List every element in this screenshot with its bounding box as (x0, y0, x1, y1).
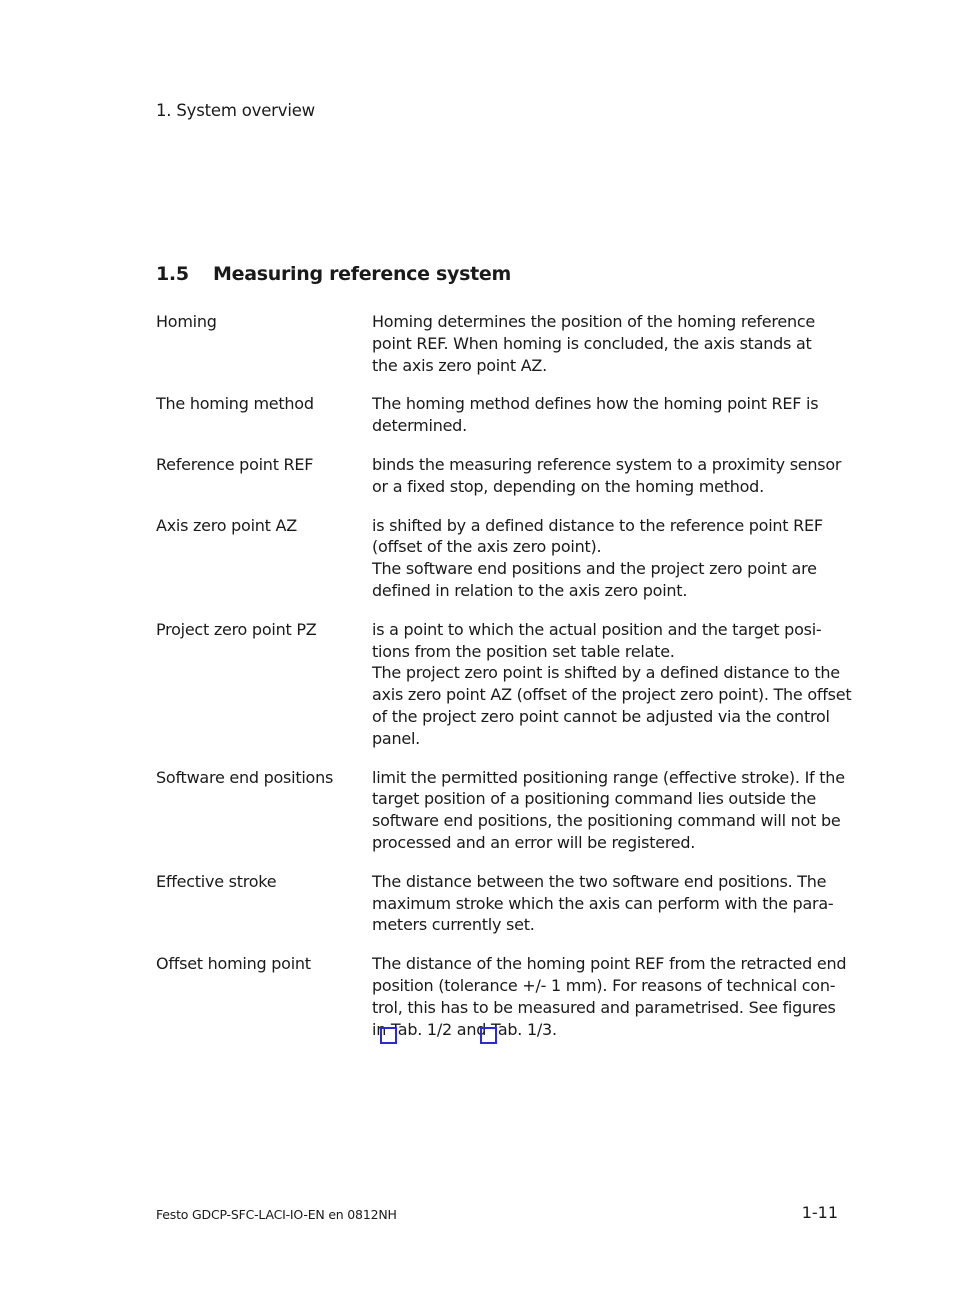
definition-description (372, 871, 842, 936)
definition-list (156, 311, 852, 1057)
section-heading: Measuring reference system (213, 263, 512, 285)
definition-term: Axis zero point AZ (156, 515, 297, 535)
link-marker-tab-1-2[interactable] (380, 1027, 397, 1044)
chapter-header: 1. System overview (156, 101, 315, 120)
definition-description (372, 953, 847, 1040)
description-line: defined in relation to the axis zero point. (372, 580, 688, 600)
description-line: the axis zero point AZ. (372, 355, 547, 375)
description-line: determined. (372, 416, 467, 436)
description-line: panel. (372, 728, 420, 748)
description-line: Homing determines the position of the homing reference (372, 312, 815, 331)
description-line: is shifted by a defined distance to the reference point REF (372, 515, 823, 535)
definition-description (372, 393, 842, 437)
page-number: 1-11 (801, 1203, 838, 1222)
definition-entry (156, 767, 846, 854)
definition-term: Software end positions (156, 767, 334, 787)
description-line: maximum stroke which the axis can perform with the para- (372, 893, 834, 913)
description-line: trol, this has to be measured and parametrised. See figures (372, 997, 836, 1017)
definition-term: Effective stroke (156, 871, 277, 891)
definition-entry (156, 311, 846, 376)
definition-entry (156, 393, 846, 437)
description-line: tions from the position set table relate. (372, 641, 675, 661)
definition-term: The homing method (156, 394, 314, 414)
description-line: position (tolerance +/- 1 mm). For reasons of technical con- (372, 975, 836, 995)
definition-term: Offset homing point (156, 954, 311, 974)
description-line: The software end positions and the project zero point are (372, 559, 817, 579)
definition-description (372, 454, 842, 498)
definition-entry (156, 515, 846, 602)
definition-term: Homing (156, 312, 217, 331)
section-title (156, 263, 511, 285)
definition-description (372, 515, 842, 602)
definition-description (372, 767, 845, 854)
description-line: limit the permitted positioning range (effective stroke). If the (372, 767, 845, 787)
description-line: software end positions, the positioning command will not be (372, 811, 841, 831)
description-line: processed and an error will be registered. (372, 832, 696, 852)
description-line: The distance of the homing point REF from the retracted end (372, 954, 847, 974)
definition-entry (156, 953, 846, 1040)
description-line: meters currently set. (372, 915, 535, 935)
description-line: axis zero point AZ (offset of the project zero point). The offset (372, 685, 852, 705)
description-line: is a point to which the actual position and the target posi- (372, 619, 822, 639)
definition-entry (156, 871, 846, 936)
definition-entry (156, 454, 846, 498)
description-line: or a fixed stop, depending on the homing method. (372, 476, 764, 496)
description-line: target position of a positioning command lies outside the (372, 789, 816, 809)
description-line: binds the measuring reference system to a proximity sensor (372, 454, 842, 474)
description-line: The project zero point is shifted by a defined distance to the (372, 663, 840, 683)
description-line: The homing method defines how the homing point REF is (372, 394, 819, 414)
description-line: in Tab. 1/2 and Tab. 1/3. (372, 1019, 557, 1039)
description-line: (offset of the axis zero point). (372, 537, 602, 557)
section-number: 1.5 (156, 263, 189, 285)
definition-description (372, 619, 852, 750)
definition-description (372, 311, 842, 376)
link-marker-tab-1-3[interactable] (480, 1027, 497, 1044)
description-line: of the project zero point cannot be adjusted via the control (372, 706, 830, 726)
footer-document-id: Festo GDCP-SFC-LACI-IO-EN en 0812NH (156, 1207, 397, 1222)
definition-term: Project zero point PZ (156, 619, 317, 639)
description-line: point REF. When homing is concluded, the axis stands at (372, 333, 812, 353)
definition-entry (156, 619, 852, 750)
definition-term: Reference point REF (156, 454, 314, 474)
description-line: The distance between the two software end positions. The (372, 871, 827, 891)
